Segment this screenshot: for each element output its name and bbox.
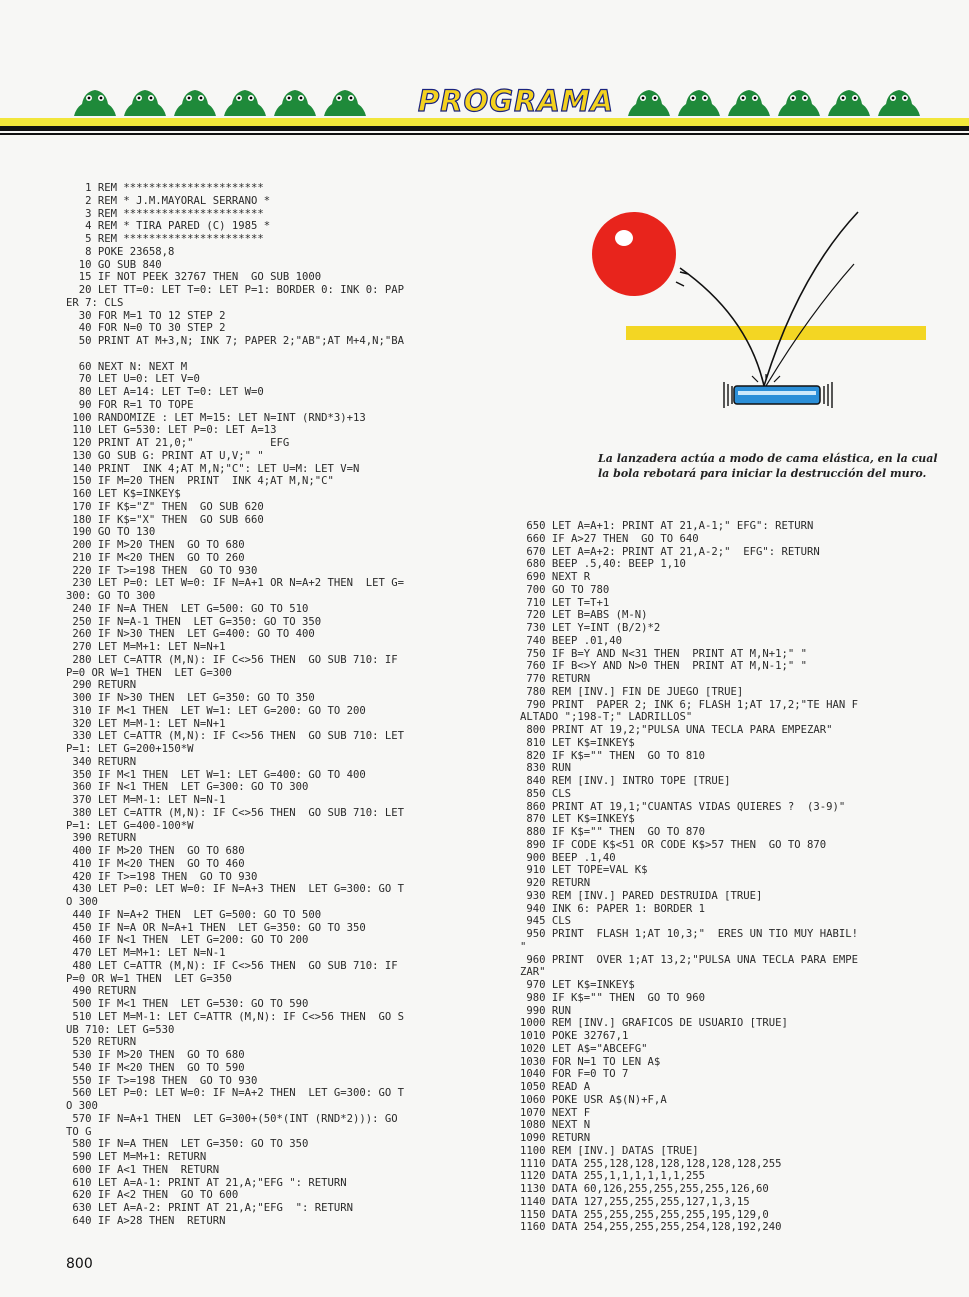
code-line: 945 CLS [520,915,572,928]
code-line: 1010 POKE 32767,1 [520,1030,629,1042]
code-line: 500 IF M<1 THEN LET G=530: GO TO 590 [66,998,309,1010]
code-line: 720 LET B=ABS (M-N) [520,609,648,622]
page-title: PROGRAMA [418,84,615,118]
ball-icon [592,212,676,296]
code-line: 60 NEXT N: NEXT M [66,360,188,373]
code-line: P=0 OR W=1 THEN LET G=350 [66,972,232,985]
code-line: ER 7: CLS [66,296,124,309]
code-line: 890 IF CODE K$<51 OR CODE K$>57 THEN GO TO 870 [520,838,827,851]
code-line: ZAR" [520,966,546,979]
ball-highlight [615,230,633,246]
code-line: 3 REM ********************** [66,207,264,220]
frog-icon [676,84,722,118]
code-line: TO G [66,1125,92,1138]
yellow-band [626,326,926,340]
code-line: 70 LET U=0: LET V=0 [66,373,200,386]
code-line: 830 RUN [520,762,572,775]
code-line: 120 PRINT AT 21,0;" EFG [66,437,290,449]
code-line: 190 GO TO 130 [66,526,156,539]
code-line: 300 IF N>30 THEN LET G=350: GO TO 350 [66,692,315,704]
code-line: 40 FOR N=0 TO 30 STEP 2 [66,322,226,335]
code-line: 860 PRINT AT 19,1;"CUANTAS VIDAS QUIERES ? (3-9)" [520,800,846,813]
code-line: 430 LET P=0: LET W=0: IF N=A+3 THEN LET G=300: GO T [66,883,405,896]
code-line: 15 IF NOT PEEK 32767 THEN GO SUB 1000 [66,271,322,284]
frog-row-right [626,84,922,118]
code-line: 290 RETURN [66,679,137,692]
code-line: 100 RANDOMIZE : LET M=15: LET N=INT (RND*3)+13 [66,411,366,424]
paddle-end-right [824,382,832,408]
code-line: 270 LET M=M+1: LET N=N+1 [66,641,226,653]
code-line: 870 LET K$=INKEY$ [520,813,635,826]
code-line: 250 IF N=A-1 THEN LET G=350: GO TO 350 [66,615,322,628]
header-band-thin [0,133,969,135]
code-line: 8 POKE 23658,8 [66,245,175,258]
code-line: 240 IF N=A THEN LET G=500: GO TO 510 [66,602,309,615]
code-line: 300: GO TO 300 [66,590,156,602]
code-line: O 300 [66,1100,98,1112]
frog-icon [222,84,268,118]
code-line: 850 CLS [520,787,572,800]
frog-icon [72,84,118,118]
code-line: 450 IF N=A OR N=A+1 THEN LET G=350: GO TO 350 [66,921,366,934]
code-line: 670 LET A=A+2: PRINT AT 21,A-2;" EFG": RETURN [520,545,820,558]
code-line: 570 IF N=A+1 THEN LET G=300+(50*(INT (RND*2))): GO [66,1112,398,1125]
code-line: 1000 REM [INV.] GRAFICOS DE USUARIO [TRUE] [520,1017,788,1030]
code-line: 470 LET M=M+1: LET N=N-1 [66,947,226,959]
code-line: 1140 DATA 127,255,255,255,127,1,3,15 [520,1195,750,1208]
code-line: 50 PRINT AT M+3,N; INK 7; PAPER 2;"AB";AT M+4,N;"BA [66,335,405,347]
code-line: 160 LET K$=INKEY$ [66,488,181,500]
code-line: 480 LET C=ATTR (M,N): IF C<>56 THEN GO SUB 710: IF [66,959,398,972]
code-line: 970 LET K$=INKEY$ [520,979,635,991]
code-line: 880 IF K$="" THEN GO TO 870 [520,826,705,838]
code-line: " [520,940,527,953]
code-line: 440 IF N=A+2 THEN LET G=500: GO TO 500 [66,908,322,921]
code-line: 520 RETURN [66,1036,137,1049]
code-line: 1090 RETURN [520,1132,591,1144]
frog-icon [122,84,168,118]
frog-icon [172,84,218,118]
code-line: 260 IF N>30 THEN LET G=400: GO TO 400 [66,628,315,641]
code-line: 330 LET C=ATTR (M,N): IF C<>56 THEN GO SUB 710: LET [66,730,405,743]
frog-icon [726,84,772,118]
code-line: 540 IF M<20 THEN GO TO 590 [66,1061,245,1074]
code-line: 490 RETURN [66,985,137,998]
code-line: 770 RETURN [520,673,591,685]
ball-bounce-illustration [588,206,928,446]
frog-icon [776,84,822,118]
code-line: 400 IF M>20 THEN GO TO 680 [66,845,245,857]
code-line: 170 IF K$="Z" THEN GO SUB 620 [66,500,264,513]
illustration-caption: La lanzadera actúa a modo de cama elástica, en la cual la bola rebotará para iniciar la destrucción del muro. [598,452,938,480]
code-line: 310 IF M<1 THEN LET W=1: LET G=200: GO TO 200 [66,704,366,717]
code-line: 5 REM ********************** [66,233,264,245]
code-line: 1100 REM [INV.] DATAS [TRUE] [520,1144,699,1157]
frog-icon [272,84,318,118]
code-line: 380 LET C=ATTR (M,N): IF C<>56 THEN GO SUB 710: LET [66,806,405,819]
code-line: 1060 POKE USR A$(N)+F,A [520,1093,667,1106]
frog-row-left [72,84,368,118]
code-line: ALTADO ";198-T;" LADRILLOS" [520,711,693,724]
header-band-black [0,126,969,131]
code-line: 790 PRINT PAPER 2; INK 6; FLASH 1;AT 17,2;"TE HAN F [520,698,859,711]
code-line: 1110 DATA 255,128,128,128,128,128,128,255 [520,1157,782,1170]
code-line: 130 GO SUB G: PRINT AT U,V;" " [66,449,264,462]
code-line: 80 LET A=14: LET T=0: LET W=0 [66,386,264,398]
code-line: 530 IF M>20 THEN GO TO 680 [66,1049,245,1061]
code-line: 620 IF A<2 THEN GO TO 600 [66,1189,239,1202]
code-line: 220 IF T>=198 THEN GO TO 930 [66,564,258,577]
code-line: 940 INK 6: PAPER 1: BORDER 1 [520,902,705,915]
code-line: 650 LET A=A+1: PRINT AT 21,A-1;" EFG": RETURN [520,520,814,532]
code-line: 920 RETURN [520,877,591,889]
code-line: 950 PRINT FLASH 1;AT 10,3;" ERES UN TIO MUY HABIL! [520,928,859,940]
code-line: 560 LET P=0: LET W=0: IF N=A+2 THEN LET G=300: GO T [66,1087,405,1100]
code-line: P=1: LET G=200+150*W [66,743,194,755]
frog-icon [322,84,368,118]
code-line: 200 IF M>20 THEN GO TO 680 [66,539,245,551]
code-line: 10 GO SUB 840 [66,258,162,271]
code-line: 460 IF N<1 THEN LET G=200: GO TO 200 [66,934,309,947]
code-line: 1160 DATA 254,255,255,255,254,128,192,240 [520,1221,782,1234]
code-line: 840 REM [INV.] INTRO TOPE [TRUE] [520,775,731,787]
program-listing-left [66,182,404,1228]
code-line: 710 LET T=T+1 [520,596,610,609]
code-line: 740 BEEP .01,40 [520,634,623,647]
code-line: 280 LET C=ATTR (M,N): IF C<>56 THEN GO SUB 710: IF [66,653,398,666]
code-line: 370 LET M=M-1: LET N=N-1 [66,794,226,806]
paddle-stripe [738,391,816,395]
code-line: 140 PRINT INK 4;AT M,N;"C": LET U=M: LET V=N [66,462,360,475]
code-line: 1150 DATA 255,255,255,255,255,195,129,0 [520,1208,769,1221]
code-line: 960 PRINT OVER 1;AT 13,2;"PULSA UNA TECLA PARA EMPE [520,953,859,966]
code-line: 340 RETURN [66,755,137,768]
code-line: 1040 FOR F=0 TO 7 [520,1068,629,1081]
code-line: 30 FOR M=1 TO 12 STEP 2 [66,309,226,322]
code-line: 910 LET TOPE=VAL K$ [520,864,648,877]
code-line: 230 LET P=0: LET W=0: IF N=A+1 OR N=A+2 THEN LET G= [66,577,405,590]
code-line: 1120 DATA 255,1,1,1,1,1,1,255 [520,1170,705,1183]
program-listing-right [520,520,858,1234]
code-line: 590 LET M=M+1: RETURN [66,1151,207,1163]
code-line: 900 BEEP .1,40 [520,851,616,864]
code-line: 1130 DATA 60,126,255,255,255,255,126,60 [520,1183,769,1195]
code-line: 1 REM ********************** [66,182,264,194]
code-line: 510 LET M=M-1: LET C=ATTR (M,N): IF C<>56 THEN GO S [66,1010,405,1023]
page-number: 800 [66,1256,93,1272]
code-line: 1070 NEXT F [520,1106,591,1119]
code-line: 810 LET K$=INKEY$ [520,736,635,749]
code-line: 110 LET G=530: LET P=0: LET A=13 [66,424,277,437]
code-line: 600 IF A<1 THEN RETURN [66,1163,220,1176]
code-line: 730 LET Y=INT (B/2)*2 [520,622,661,634]
code-line: 4 REM * TIRA PARED (C) 1985 * [66,220,271,233]
header-band-yellow [0,118,969,126]
motion-mark [676,272,688,286]
code-line: P=0 OR W=1 THEN LET G=300 [66,666,232,679]
code-line: 1080 NEXT N [520,1119,591,1132]
code-line: 410 IF M<20 THEN GO TO 460 [66,857,245,870]
code-line: 640 IF A>28 THEN RETURN [66,1214,226,1227]
code-line [66,348,404,361]
code-line: 320 LET M=M-1: LET N=N+1 [66,717,226,730]
code-line: 630 LET A=A-2: PRINT AT 21,A;"EFG ": RETURN [66,1202,354,1214]
code-line: 90 FOR R=1 TO TOPE [66,398,194,411]
code-line: 350 IF M<1 THEN LET W=1: LET G=400: GO TO 400 [66,768,366,781]
code-line: 1050 READ A [520,1081,591,1093]
code-line: 150 IF M=20 THEN PRINT INK 4;AT M,N;"C" [66,475,334,488]
code-line: 990 RUN [520,1004,572,1017]
code-line: 210 IF M<20 THEN GO TO 260 [66,551,245,564]
frog-icon [826,84,872,118]
code-line: 180 IF K$="X" THEN GO SUB 660 [66,513,264,526]
code-line: 550 IF T>=198 THEN GO TO 930 [66,1074,258,1087]
code-line: 420 IF T>=198 THEN GO TO 930 [66,870,258,883]
code-line: 820 IF K$="" THEN GO TO 810 [520,749,705,762]
code-line: 780 REM [INV.] FIN DE JUEGO [TRUE] [520,685,744,698]
code-line: 980 IF K$="" THEN GO TO 960 [520,991,705,1004]
code-line: 610 LET A=A-1: PRINT AT 21,A;"EFG ": RETURN [66,1176,347,1189]
code-line: 750 IF B=Y AND N<31 THEN PRINT AT M,N+1;" " [520,647,808,660]
code-line: 930 REM [INV.] PARED DESTRUIDA [TRUE] [520,889,763,902]
code-line: 700 GO TO 780 [520,583,610,596]
frog-icon [626,84,672,118]
code-line: 760 IF B<>Y AND N>0 THEN PRINT AT M,N-1;" " [520,660,808,673]
code-line: 390 RETURN [66,832,137,845]
code-line: 1030 FOR N=1 TO LEN A$ [520,1055,661,1068]
trajectory-line [766,264,854,386]
code-line: 800 PRINT AT 19,2;"PULSA UNA TECLA PARA EMPEZAR" [520,724,833,736]
code-line: 690 NEXT R [520,571,591,583]
trajectory-line [764,212,858,386]
code-line: 1020 LET A$="ABCEFG" [520,1042,648,1055]
frog-icon [876,84,922,118]
code-line: O 300 [66,896,98,908]
code-line: 580 IF N=A THEN LET G=350: GO TO 350 [66,1138,309,1151]
code-line: UB 710: LET G=530 [66,1023,175,1036]
code-line: 360 IF N<1 THEN LET G=300: GO TO 300 [66,781,309,794]
code-line: 20 LET TT=0: LET T=0: LET P=1: BORDER 0: INK 0: PAP [66,284,405,296]
code-line: P=1: LET G=400-100*W [66,819,194,832]
code-line: 2 REM * J.M.MAYORAL SERRANO * [66,194,271,207]
code-line: 680 BEEP .5,40: BEEP 1,10 [520,558,686,571]
paddle-end-left [724,382,732,408]
code-line: 660 IF A>27 THEN GO TO 640 [520,532,699,545]
